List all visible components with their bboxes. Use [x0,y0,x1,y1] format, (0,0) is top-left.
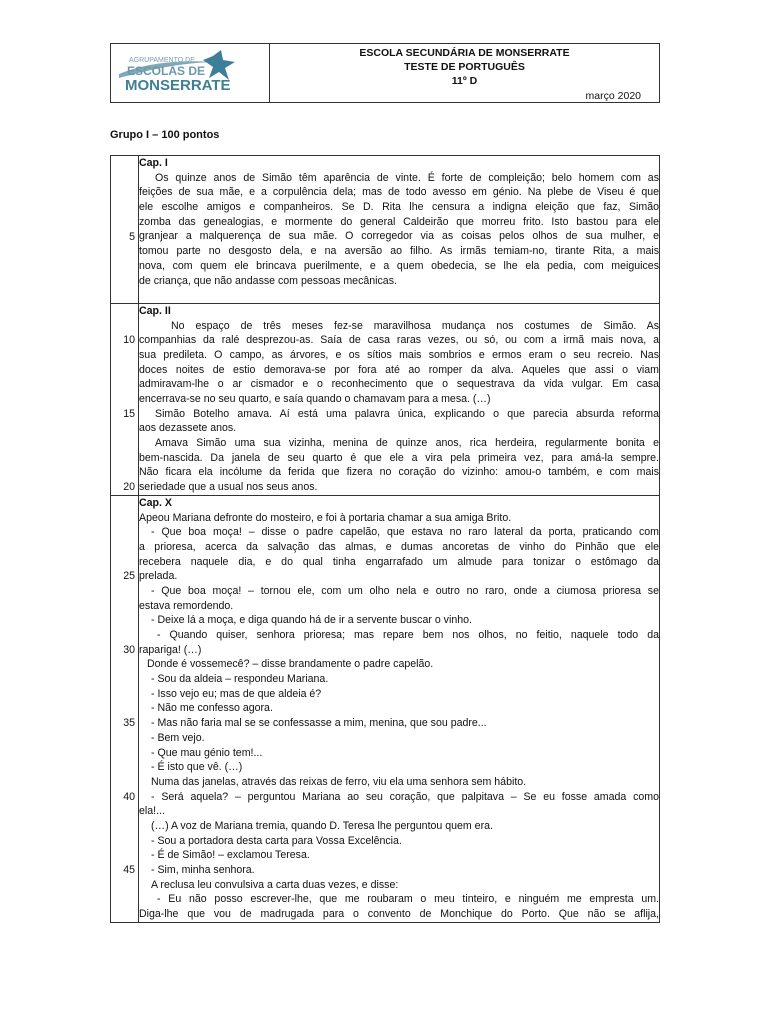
chapter-heading: Cap. I [139,157,168,169]
text-section-row [111,303,660,495]
text-line: rapariga! (…) [139,643,202,656]
text-table [110,155,660,923]
text-line: - É isto que vê. (…) [151,761,243,774]
text-line: Simão Botelho amava. Aí está uma palavra única, explicando o que parecia absurda reforma [155,407,659,420]
line-number-cell [111,156,139,304]
text-line: No espaço de três meses fez-se maravilhosa mudança nos costumes de Simão. As [171,319,659,332]
text-line: a prioresa, acerca da salvação das almas, e dumas ancoretas de vinho do Pinhão que ele [139,540,659,553]
text-line: aos dezassete anos. [139,422,237,435]
text-line: - Não me confesso agora. [151,702,273,715]
text-line: - Sim, minha senhora. [151,864,255,876]
line-number-cell [111,495,139,922]
text-line: zomba das genealogias, e mormente do general Caldeirão que morreu frito. Isto bastou para ele [139,215,659,228]
text-cell [139,156,660,304]
text-line: - Sou da aldeia – respondeu Mariana. [151,673,329,686]
text-line: bem-nascida. Da janela de seu quarto é que ele a vira pela primeira vez, para amá-la sempre. [139,451,659,464]
logo-text-3: MONSERRATE [125,77,231,94]
text-line: granjear a malquerença de sua mãe. O corregedor via as coisas pelos olhos de sua mulher, e [139,230,659,243]
chapter-heading: Cap. II [139,304,171,317]
text-line: - Eu não posso escrever-lhe, que me roubaram o meu tinteiro, e ninguém me empresta um. [157,893,659,906]
text-section-row [111,156,660,304]
text-line: de criança, que não andasse com pessoas mecânicas. [139,274,397,287]
text-line: (…) A voz de Mariana tremia, quando D. Teresa lhe perguntou quem era. [151,819,493,832]
text-line: Diga-lhe que vou de madrugada para o convento de Monchique do Porto. Que não se aflija, [139,908,659,921]
text-line: - Será aquela? – perguntou Mariana ao seu coração, que palpitava – Se eu fosse amada como [151,790,659,803]
line-number: 10 [123,334,135,347]
line-number: 20 [123,481,135,494]
text-line: Não ficara ela incólume da ferida que fizera no coração do vizinho: amou-o também, e com mais [139,466,659,479]
text-line: - Que boa moça! – tornou ele, com um olho nela e outro no raro, onde a ciumosa prioresa se [151,584,659,597]
class-name: 11º D [451,75,478,87]
line-number: 45 [123,864,135,877]
text-line: feições de sua mãe, e a corpulência dela; mas de todo avesso em génio. Na plebe de Viseu é que [139,186,659,199]
text-line: Os quinze anos de Simão têm aparência de vinte. É forte de compleição; belo homem com as [155,171,659,184]
text-line: estava remordendo. [139,599,234,612]
text-line: ela!... [139,805,165,818]
text-line [139,288,659,303]
text-cell [139,303,660,495]
text-line: - Deixe lá a moça, e diga quando há de ir a servente buscar o vinho. [151,614,472,627]
test-date: março 2020 [585,90,641,102]
chapter-heading: Cap. X [139,496,172,509]
text-line: Amava Simão uma sua vizinha, menina de quinze anos, rica herdeira, regularmente bonita e [155,437,659,450]
text-line: - Que boa moça! – disse o padre capelão, que estava no raro lateral da porta, praticando com [151,526,659,539]
text-line: ele escolhe amigos e companheiros. Se D. Rita lhe censura a indigna eleição que faz, Simão [139,201,659,214]
school-logo-icon [117,48,265,98]
text-line: seriedade que a usual nos seus anos. [139,481,318,494]
logo-text-2: ESCOLAS DE [127,64,206,78]
text-line: encerrava-se no seu quarto, e saía quando o chamavam para a mesa. (…) [139,393,491,405]
text-line: Apeou Mariana defronte do mosteiro, e foi à portaria chamar a sua amiga Brito. [139,511,512,524]
text-line: recebera naquele dia, e do qual tinha engarrafado um almude para tonizar o estômago da [139,555,659,568]
text-line: tomou parte no desgosto dela, e na aversão ao filho. As irmãs temiam-no, tirante Rita, a mais [139,245,659,258]
logo-text-1: AGRUPAMENTO DE [129,57,195,64]
line-number: 30 [123,643,135,656]
text-line: - Que mau génio tem!... [151,746,263,759]
line-number-cell [111,303,139,495]
line-number: 15 [123,407,135,420]
text-line: companhias da ralé desprezou-as. Saía de casa raras vezes, ou só, ou com a irmã mais nova, a [139,334,659,347]
text-section-row [111,495,660,922]
text-line: - Quando quiser, senhora prioresa; mas repare bem nos olhos, no feitio, naquele todo da [157,629,659,641]
text-line: sua predileta. O campo, as árvores, e os sítios mais sombrios e ermos eram o seu recreio. Nas [139,348,659,361]
group-title: Grupo I – 100 pontos [110,129,220,141]
text-line: A reclusa leu convulsiva a carta duas vezes, e disse: [151,878,399,891]
text-line: - É de Simão! – exclamou Teresa. [151,849,310,862]
text-cell [139,495,660,922]
text-line: - Bem vejo. [151,731,205,744]
line-number: 35 [123,717,135,730]
header-title-cell [270,44,659,102]
text-line: - Sou a portadora desta carta para Vossa Excelência. [151,834,402,847]
line-number: 25 [123,570,135,583]
document-header [110,43,660,103]
text-line: Numa das janelas, através das reixas de ferro, viu ela uma senhora sem hábito. [151,775,527,788]
school-name: ESCOLA SECUNDÁRIA DE MONSERRATE [359,47,570,59]
test-name: TESTE DE PORTUGUÊS [404,61,525,73]
line-number: 5 [129,230,135,243]
text-line: doces noites de estio demorava-se por fora até ao romper da alva. Aqueles que assi o viam [139,363,659,376]
text-line: - Isso vejo eu; mas de que aldeia é? [151,687,322,700]
text-line: nova, com quem ele brincava puerilmente, e a quem obedecia, se lhe ela pedia, com meiguices [139,259,659,272]
school-logo [111,44,270,102]
line-number: 40 [123,790,135,803]
text-line: prelada. [139,570,178,583]
text-line: Donde é vossemecê? – disse brandamente o padre capelão. [147,658,434,671]
text-line: - Mas não faria mal se se confessasse a mim, menina, que sou padre... [151,717,487,730]
text-line: admiravam-lhe o ar cismador e o reconhecimento que o sequestrava da vida vulgar. Em casa [139,378,659,391]
